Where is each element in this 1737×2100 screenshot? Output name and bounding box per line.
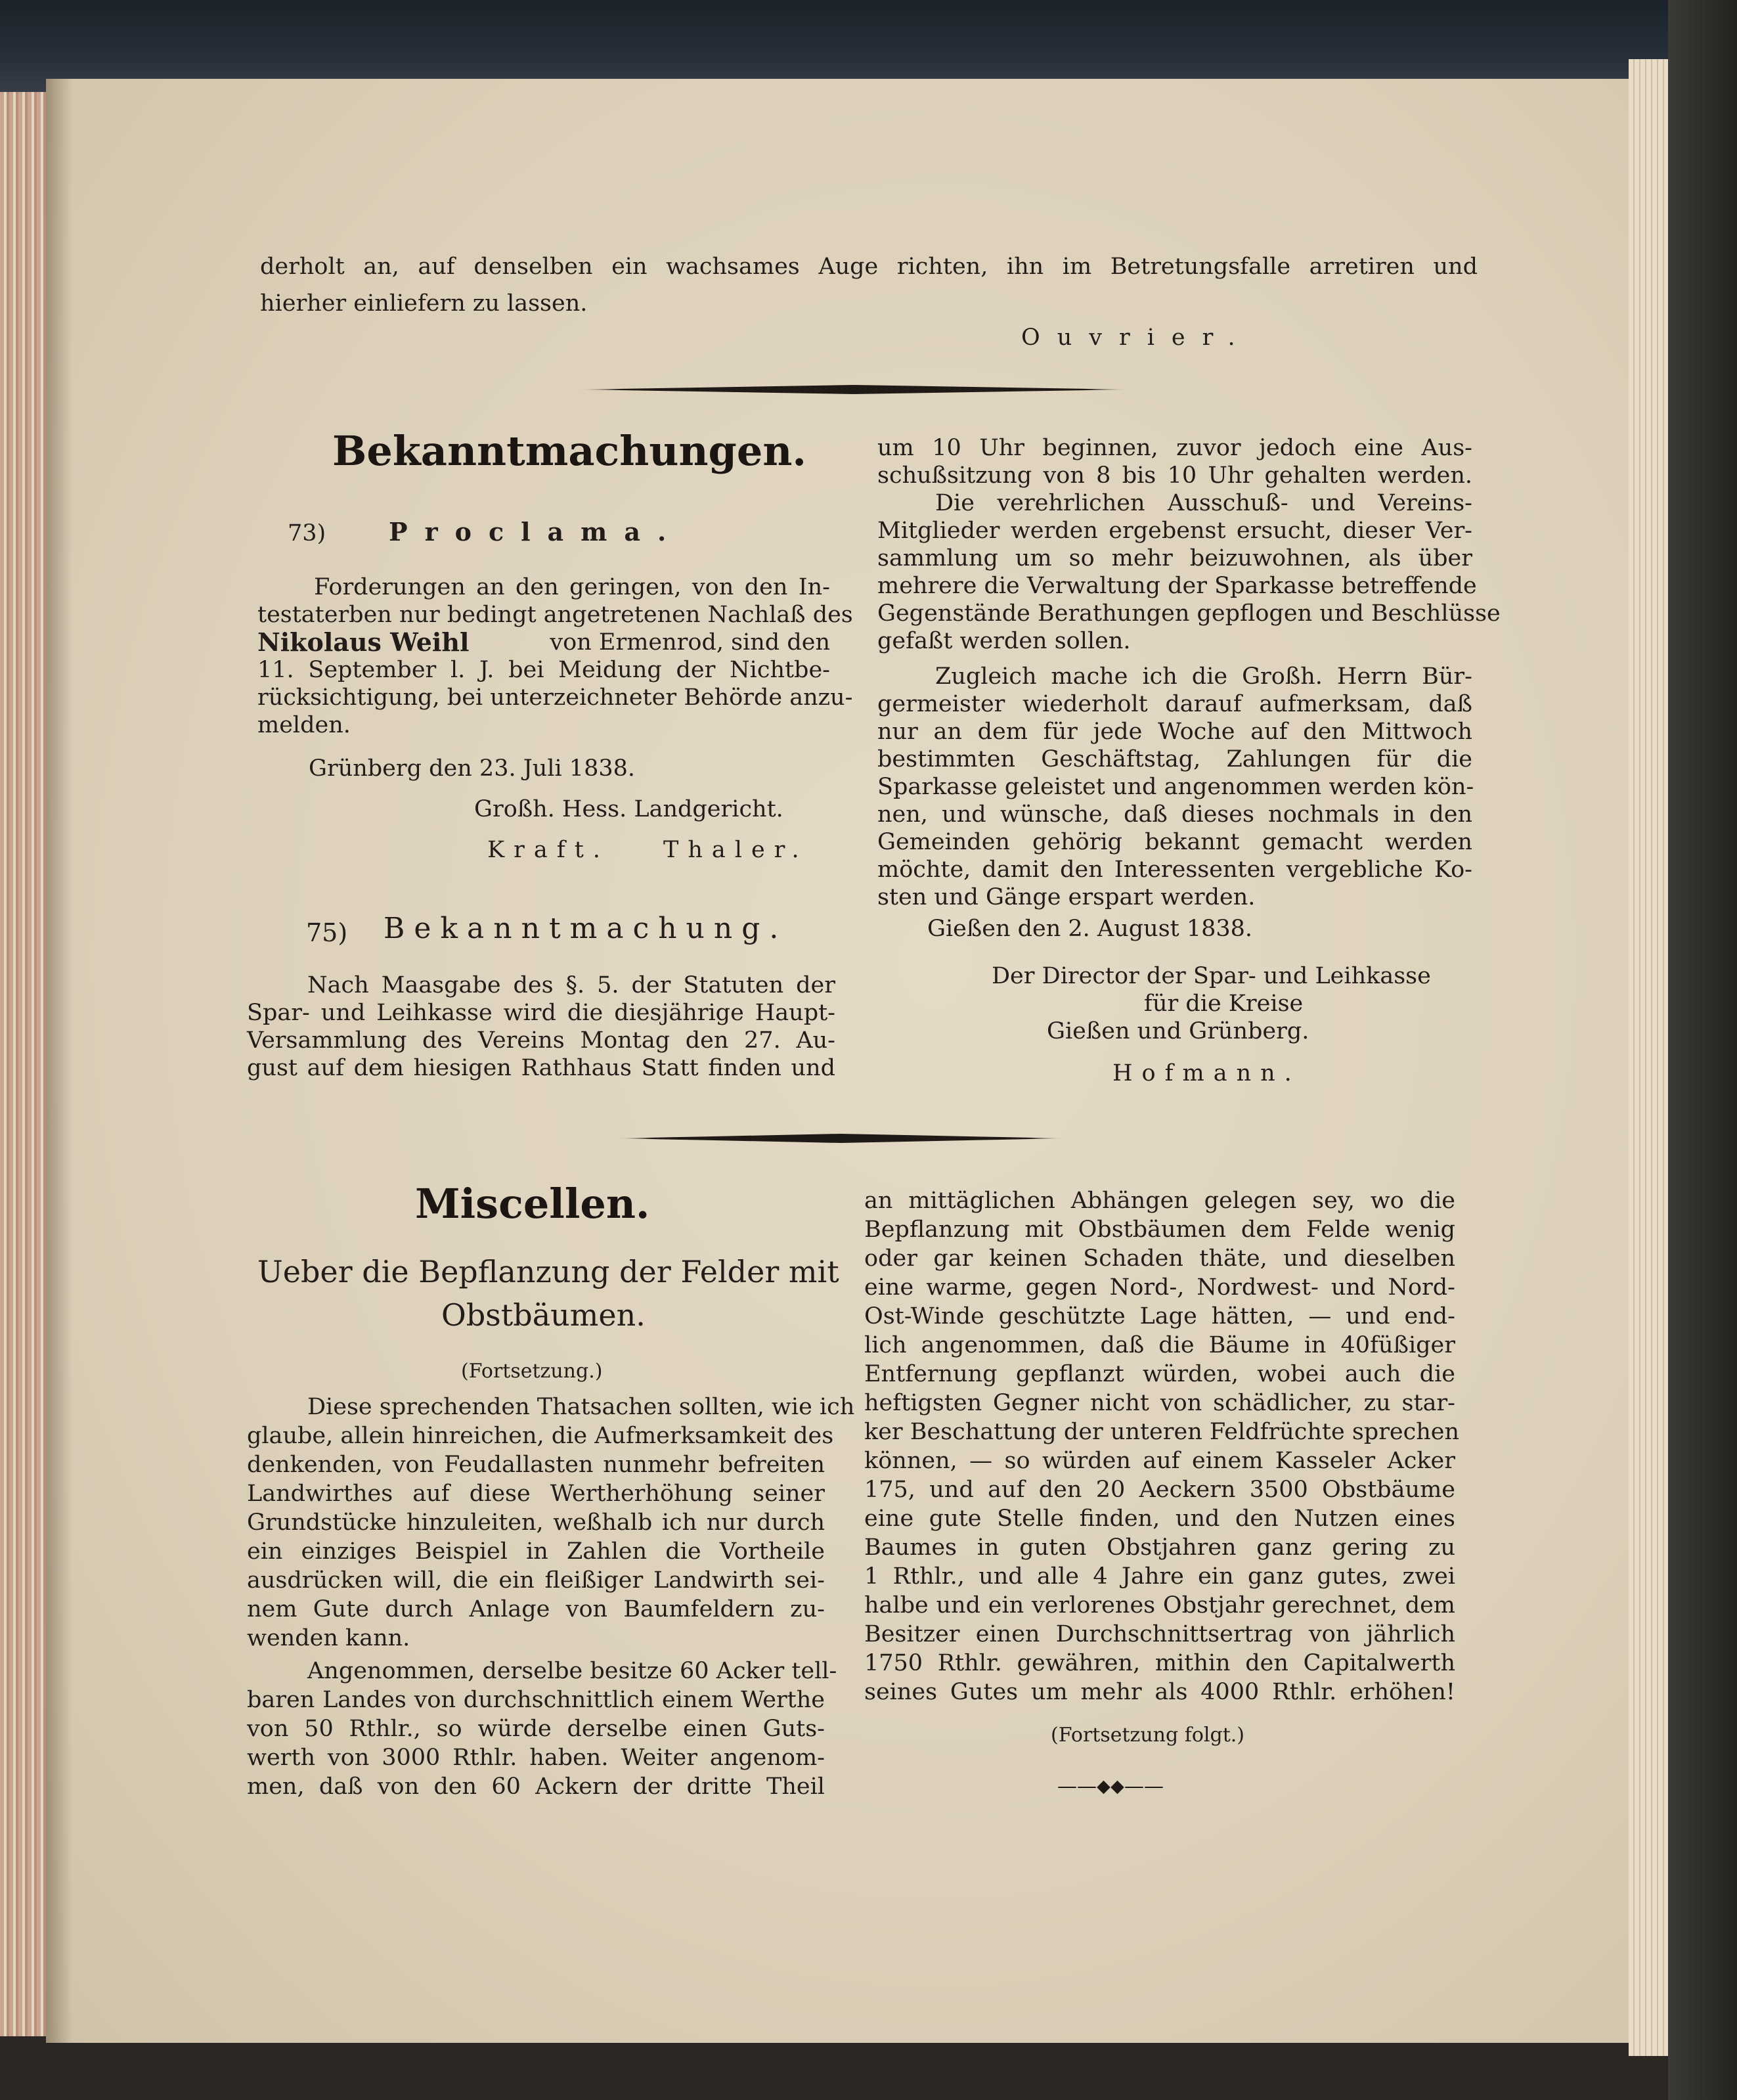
article-line: oder gar keinen Schaden thäte, und dieselben [864,1245,1455,1272]
notice73-place-date: Grünberg den 23. Juli 1838. [309,755,636,782]
article-line: nem Gute durch Anlage von Baumfeldern zu- [247,1596,825,1622]
notice75-signer: Hofmann. [1112,1060,1301,1086]
article-line: Landwirthes auf diese Wertherhöhung seiner [247,1481,825,1507]
notice75-title: Bekanntmachung. [384,912,788,945]
notice75-place-date: Gießen den 2. August 1838. [927,916,1253,942]
article-line: lich angenommen, daß die Bäume in 40füßiger [864,1332,1455,1358]
notice73-line: testaterben nur bedingt angetretenen Nachlaß des [257,602,853,628]
notice75-director-line: für die Kreise [1144,991,1304,1017]
notice73-line: melden. [257,712,351,738]
article-line: ein einziges Beispiel in Zahlen die Vortheile [247,1538,825,1565]
notice75-director-line: Der Director der Spar- und Leihkasse [992,963,1431,989]
notice75-line: nen, und wünsche, daß dieses nochmals in den [877,801,1472,828]
notice75-line: Gegenstände Berathungen gepflogen und Beschlüsse [877,600,1501,627]
article-continued: (Fortsetzung.) [461,1360,603,1383]
article-line: 1750 Rthlr. gewähren, mithin den Capitalwerth [864,1650,1455,1676]
article-line: denkenden, von Feudallasten nunmehr befreiten [247,1452,825,1478]
article-line: wenden kann. [247,1625,410,1651]
article-line: Angenommen, derselbe besitze 60 Acker tell- [307,1658,837,1684]
notice73-number: 73) [288,520,326,547]
article-title-line: Ueber die Bepflanzung der Felder mit [257,1254,839,1289]
notice73-signer-kraft: Kraft. [487,837,609,863]
notice75-number: 75) [306,918,348,947]
intro-signature: Ouvrier. [1021,324,1252,351]
intro-line: hierher einliefern zu lassen. [260,290,588,317]
article-line: ausdrücken will, die ein fleißiger Landwirth sei- [247,1567,825,1594]
notice73-authority: Großh. Hess. Landgericht. [474,796,783,822]
article-line: Bepflanzung mit Obstbäumen dem Felde wenig [864,1217,1455,1243]
article-title-line: Obstbäumen. [441,1297,646,1333]
notice73-line-rest: von Ermenrod, sind den [550,629,830,656]
notice75-line: Versammlung des Vereins Montag den 27. Au- [247,1027,835,1054]
article-to-be-continued: (Fortsetzung folgt.) [1051,1724,1244,1747]
article-line: können, — so würden auf einem Kasseler Acker [864,1448,1455,1474]
notice75-line: Nach Maasgabe des §. 5. der Statuten der [307,972,835,998]
notice75-line: Sparkasse geleistet und angenommen werden kön- [877,774,1474,800]
article-line: von 50 Rthlr., so würde derselbe einen Guts- [247,1716,825,1742]
book-binding-right [1668,0,1737,2100]
gutter-shadow [46,79,72,2043]
notice75-director-line: Gießen und Grünberg. [1047,1018,1309,1044]
article-line: eine warme, gegen Nord-, Nordwest- und Nord- [864,1274,1455,1301]
notice75-line: Gemeinden gehörig bekannt gemacht werden [877,829,1472,855]
notice75-line: Mitglieder werden ergebenst ersucht, dieser Ver- [877,518,1472,544]
notice75-line: Zugleich mache ich die Großh. Herrn Bür- [935,663,1472,690]
notice75-line: mehrere die Verwaltung der Sparkasse betreffende [877,573,1477,599]
notice73-line: 11. September l. J. bei Meidung der Nichtbe- [257,657,830,683]
article-line: 1 Rthlr., und alle 4 Jahre ein ganz gutes, zwei [864,1563,1455,1590]
notice75-line: nur an dem für jede Woche auf den Mittwoch [877,719,1472,745]
article-line: an mittäglichen Abhängen gelegen sey, wo die [864,1188,1455,1214]
bekanntmachungen-heading: Bekanntmachungen. [332,427,806,475]
article-line: Besitzer einen Durchschnittsertrag von jährlich [864,1621,1455,1647]
article-line: Diese sprechenden Thatsachen sollten, wie ich [307,1394,855,1420]
notice75-line: Spar- und Leihkasse wird die diesjährige Haupt- [247,1000,835,1026]
article-line: Entfernung gepflanzt würden, wobei auch die [864,1361,1455,1387]
notice75-line: um 10 Uhr beginnen, zuvor jedoch eine Aus- [877,435,1472,461]
notice75-line: gust auf dem hiesigen Rathhaus Statt finden und [247,1055,835,1081]
notice75-line: gefaßt werden sollen. [877,628,1131,654]
article-line: heftigsten Gegner nicht von schädlicher, zu star- [864,1390,1455,1416]
notice75-line: bestimmten Geschäftstag, Zahlungen für die [877,746,1472,772]
notice75-line: sten und Gänge erspart werden. [877,884,1256,910]
notice75-line: möchte, damit den Interessenten vergebliche Ko- [877,857,1472,883]
notice73-line: Forderungen an den geringen, von den In- [314,574,830,600]
notice75-line: germeister wiederholt darauf aufmerksam, daß [877,691,1472,717]
article-line: eine gute Stelle finden, und den Nutzen eines [864,1506,1455,1532]
article-line: ker Beschattung der unteren Feldfrüchte sprechen [864,1419,1460,1445]
notice73-deceased-name: Nikolaus Weihl [257,627,470,657]
ornament-divider: ——⬥⬥—— [1057,1775,1164,1798]
article-line: 175, und auf den 20 Aeckern 3500 Obstbäume [864,1477,1455,1503]
notice73-line-name [257,628,830,658]
notice73-line: rücksichtigung, bei unterzeichneter Behörde anzu- [257,684,853,711]
article-line: seines Gutes um mehr als 4000 Rthlr. erhöhen! [864,1679,1455,1705]
notice75-line: Die verehrlichen Ausschuß- und Vereins- [935,490,1472,516]
article-line: Baumes in guten Obstjahren ganz gering zu [864,1534,1455,1561]
article-line: Grundstücke hinzuleiten, weßhalb ich nur durch [247,1509,825,1536]
article-line: werth von 3000 Rthlr. haben. Weiter angenom- [247,1745,825,1771]
article-line: Ost-Winde geschützte Lage hätten, — und end- [864,1303,1455,1329]
notice75-line: sammlung um so mehr beizuwohnen, als über [877,545,1472,571]
notice73-title: Proclama. [389,517,684,547]
intro-line: derholt an, auf denselben ein wachsames Auge richten, ihn im Betretungsfalle arretiren und [260,254,1478,280]
article-line: men, daß von den 60 Ackern der dritte Theil [247,1774,825,1800]
article-line: glaube, allein hinreichen, die Aufmerksamkeit des [247,1423,834,1449]
notice75-line: schußsitzung von 8 bis 10 Uhr gehalten werden. [877,462,1472,489]
article-line: baren Landes von durchschnittlich einem Werthe [247,1687,825,1713]
notice73-signer-thaler: Thaler. [663,837,808,863]
article-line: halbe und ein verlorenes Obstjahr gerechnet, dem [864,1592,1455,1619]
page-edges-right [1629,59,1668,2056]
miscellen-heading: Miscellen. [415,1180,650,1228]
